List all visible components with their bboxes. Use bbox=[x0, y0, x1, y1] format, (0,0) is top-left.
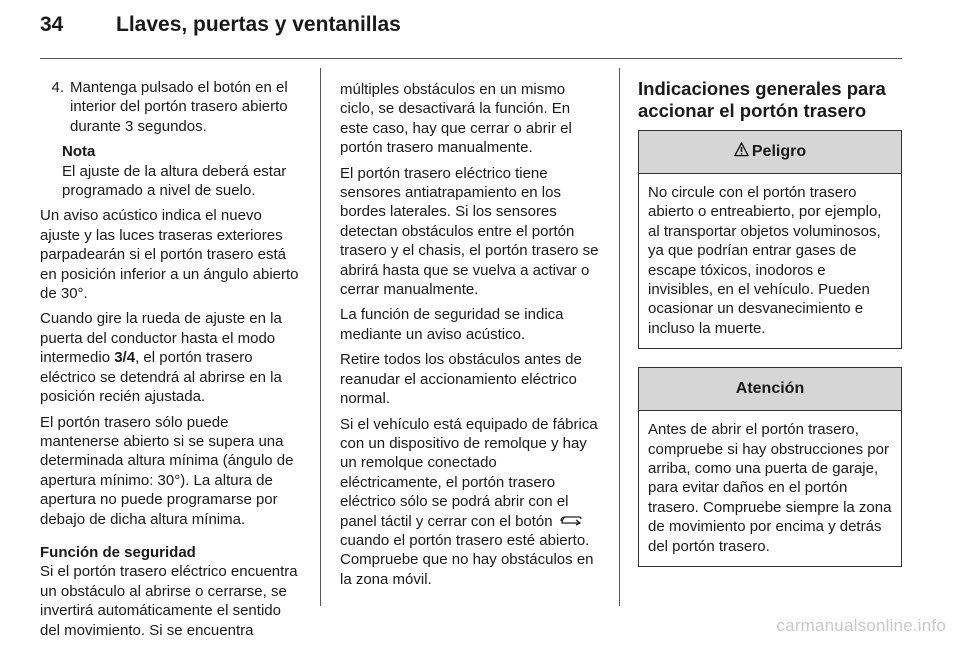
warning-triangle-icon bbox=[734, 142, 749, 157]
note-title: Nota bbox=[62, 143, 96, 161]
column-1 bbox=[40, 78, 303, 646]
caution-box bbox=[638, 367, 902, 567]
paragraph bbox=[340, 415, 602, 590]
page-header bbox=[40, 13, 401, 37]
caution-text: Antes de abrir el portón trasero, compruebe si hay obstrucciones por arriba, como una puerta de garaje, para evitar daños en el portón trasero. Compruebe siempre la zona de movimiento por encima y detrás del portón trasero. bbox=[648, 421, 892, 555]
paragraph: Un aviso acústico indica el nuevo ajuste y las luces traseras exteriores parpadearán si el portón trasero está en posición inferior a un ángulo abierto de 30°. bbox=[40, 207, 299, 303]
paragraph: El portón trasero sólo puede mantenerse abierto si se supera una determinada altura mínima (ángulo de apertura mínimo: 30°). La altura de apertura no puede programarse por debajo de dicha altura mínima. bbox=[40, 413, 294, 528]
section-subheading: Función de seguridad bbox=[40, 543, 196, 561]
paragraph: múltiples obstáculos en un mismo ciclo, se desactivará la función. En este caso, hay que cerrar o abrir el portón trasero manualmente. bbox=[340, 81, 572, 157]
danger-box-header bbox=[639, 131, 901, 174]
column-divider bbox=[320, 68, 321, 606]
step-text: Mantenga pulsado el botón en el interior del portón trasero abierto durante 3 segundos. bbox=[70, 79, 288, 135]
section-heading: Indicaciones generales para accionar el portón trasero bbox=[638, 78, 886, 121]
mode-label: 3/4 bbox=[114, 349, 136, 367]
tailgate-key-icon bbox=[559, 515, 583, 527]
paragraph bbox=[40, 309, 303, 406]
danger-title: Peligro bbox=[751, 143, 807, 160]
danger-box bbox=[638, 130, 902, 349]
paragraph: El portón trasero eléctrico tiene sensores antiatrapamiento en los bordes laterales. Si los sensores detectan obstáculos entre el portón trasero y el chasis, el portón trasero se abrirá hasta que se vuelva a activar o cerrar manualmente. bbox=[340, 164, 599, 299]
paragraph: La función de seguridad se indica mediante un aviso acústico. bbox=[340, 306, 564, 343]
note-text: El ajuste de la altura deberá estar programado a nivel de suelo. bbox=[62, 162, 287, 200]
paragraph: Si el portón trasero eléctrico encuentra un obstáculo al abrirse o cerrarse, se invertirá automáticamente el sentido del movimiento. Si se encuentra bbox=[40, 563, 298, 639]
step-number: 4. bbox=[51, 79, 64, 96]
watermark: carmanualsonline.info bbox=[776, 616, 946, 635]
note-block bbox=[62, 142, 303, 200]
column-3 bbox=[638, 78, 900, 567]
paragraph: Retire todos los obstáculos antes de reanudar el accionamiento eléctrico normal. bbox=[340, 351, 582, 408]
paragraph-text: cuando el portón trasero esté abierto. Compruebe que no hay obstáculos en la zona móvil. bbox=[340, 531, 594, 588]
step-4 bbox=[40, 78, 303, 136]
chapter-title: Llaves, puertas y ventanillas bbox=[116, 13, 401, 36]
caution-title: Atención bbox=[639, 368, 901, 411]
header-rule bbox=[40, 58, 902, 59]
page-number: 34 bbox=[40, 13, 64, 36]
danger-text: No circule con el portón trasero abierto o entreabierto, por ejemplo, al transportar objetos voluminosos, ya que podrían entrar gases de escape tóxicos, inodoros e invisibles, en el vehículo. Pueden ocasionar un desvanecimiento e incluso la muerte. bbox=[648, 184, 882, 337]
column-divider bbox=[619, 68, 620, 606]
paragraph-text: Si el vehículo está equipado de fábrica con un dispositivo de remolque y hay un remolque conectado eléctricamente, el portón trasero eléctrico sólo se podrá abrir con el panel táctil y cerrar con el botón bbox=[340, 415, 598, 530]
paragraph-text: , el portón trasero eléctrico se detendrá al abrirse en la posición recién ajustada. bbox=[40, 349, 282, 406]
paragraph-text: Cuando gire la rueda de ajuste en la puerta del conductor hasta el modo intermedio bbox=[40, 310, 282, 367]
column-2 bbox=[340, 80, 602, 595]
